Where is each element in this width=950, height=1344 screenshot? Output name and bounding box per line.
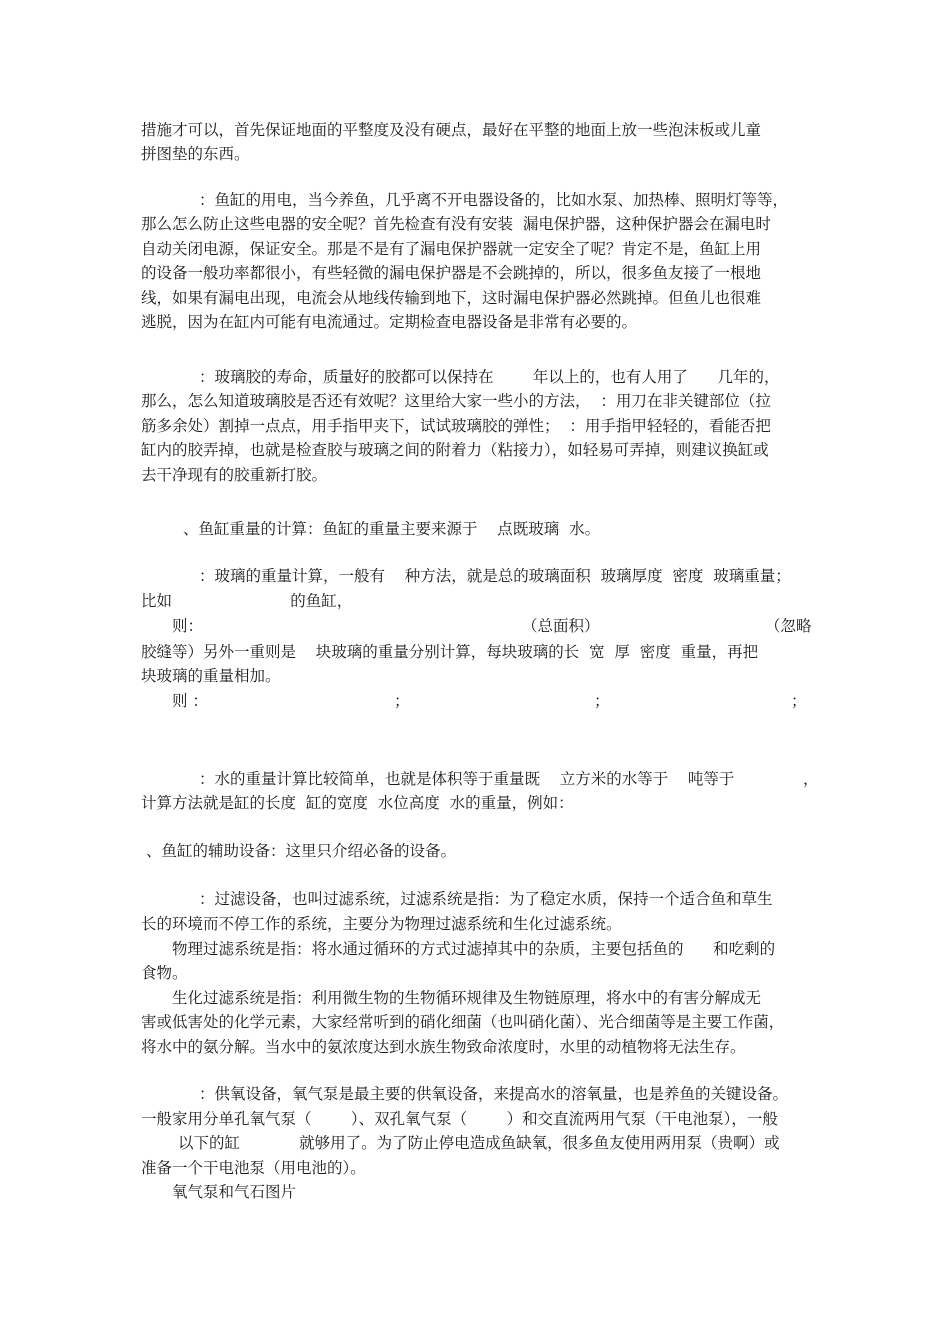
text-line: 那么，怎么知道玻璃胶是否还有效呢？这里给大家一些小的方法， ：用刀在非关键部位（拉 [141, 392, 771, 410]
text-line: 准备一个干电池泵（用电池的）。 [141, 1159, 366, 1177]
text-line: 措施才可以，首先保证地面的平整度及没有硬点，最好在平整的地面上放一些泡沫板或儿童 [141, 121, 762, 139]
text-line: ：过滤设备，也叫过滤系统，过滤系统是指：为了稳定水质，保持一个适合鱼和草生 [199, 890, 773, 908]
text-line: （忽略 [765, 617, 812, 635]
text-line: 将水中的氨分解。当水中的氨浓度达到水族生物致命浓度时，水里的动植物将无法生存。 [141, 1038, 746, 1056]
text-line: 则： [172, 617, 204, 635]
text-line: ：玻璃的重量计算，一般有 种方法，就是总的玻璃面积 玻璃厚度 密度 玻璃重量； [199, 567, 791, 585]
text-line: 食物。 [141, 964, 188, 982]
text-line: ； [594, 692, 610, 710]
text-line: ； [791, 692, 807, 710]
text-line: 胶缝等）另外一重则是 块玻璃的重量分别计算，每块玻璃的长 宽 厚 密度 重量，再把 [141, 643, 759, 661]
text-line: ：鱼缸的用电，当今养鱼，几乎离不开电器设备的，比如水泵、加热棒、照明灯等等， [199, 191, 789, 209]
text-line: 比如 的鱼缸， [141, 592, 353, 610]
text-line: 氧气泵和气石图片 [172, 1183, 297, 1201]
text-line: 一般家用分单孔氧气泵（ ）、双孔氧气泵（ ）和交直流两用气泵（干电池泵），一般 [141, 1110, 778, 1128]
text-line: 线，如果有漏电出现，电流会从地线传输到地下，这时漏电保护器必然跳掉。但鱼儿也很难 [141, 289, 762, 307]
text-line: 物理过滤系统是指：将水通过循环的方式过滤掉其中的杂质，主要包括鱼的 和吃剩的 [172, 940, 776, 958]
text-line: ， [803, 770, 819, 788]
text-line: 以下的缸 就够用了。为了防止停电造成鱼缺氧，很多鱼友使用两用泵（贵啊）或 [178, 1134, 780, 1152]
text-line: 则 ： [172, 692, 208, 710]
text-line: 生化过滤系统是指：利用微生物的生物循环规律及生物链原理，将水中的有害分解成无 [172, 989, 762, 1007]
text-line: （总面积） [522, 617, 600, 635]
text-line: 去干净现有的胶重新打胶。 [141, 466, 328, 484]
text-line: 筋多余处）割掉一点点，用手指甲夹下，试试玻璃胶的弹性； ：用手指甲轻轻的，看能否把 [141, 417, 771, 435]
text-line: 害或低害处的化学元素，大家经常听到的硝化细菌（也叫硝化菌）、光合细菌等是主要工作菌， [141, 1013, 785, 1031]
text-line: ：玻璃胶的寿命，质量好的胶都可以保持在 年以上的，也有人用了 几年的， [199, 368, 780, 386]
text-line: 长的环境而不停工作的系统，主要分为物理过滤系统和生化过滤系统。 [141, 915, 622, 933]
text-line: ：供氧设备，氧气泵是最主要的供氧设备，来提高水的溶氧量，也是养鱼的关键设备。 [199, 1085, 789, 1103]
text-line: ：水的重量计算比较简单，也就是体积等于重量既 立方米的水等于 吨等于 [199, 770, 735, 788]
text-line: 缸内的胶弄掉，也就是检查胶与玻璃之间的附着力（粘接力），如轻易可弄掉，则建议换缸或 [141, 441, 769, 459]
text-line: 逃脱，因为在缸内可能有电流通过。定期检查电器设备是非常有必要的。 [141, 313, 638, 331]
text-line: ； [394, 692, 410, 710]
text-line: 那么怎么防止这些电器的安全呢？首先检查有没有安装 漏电保护器，这种保护器会在漏电时 [141, 215, 771, 233]
text-line: 的设备一般功率都很小，有些轻微的漏电保护器是不会跳掉的，所以，很多鱼友接了一根地 [141, 264, 762, 282]
section-heading: 、鱼缸的辅助设备：这里只介绍必备的设备。 [146, 842, 457, 860]
text-line: 自动关闭电源，保证安全。那是不是有了漏电保护器就一定安全了呢？肯定不是，鱼缸上用 [141, 240, 762, 258]
text-line: 计算方法就是缸的长度 缸的宽度 水位高度 水的重量，例如： [141, 794, 574, 812]
section-heading: 、鱼缸重量的计算：鱼缸的重量主要来源于 点既玻璃 水。 [183, 520, 601, 538]
text-line: 块玻璃的重量相加。 [141, 667, 281, 685]
text-line: 拼图垫的东西。 [141, 145, 250, 163]
